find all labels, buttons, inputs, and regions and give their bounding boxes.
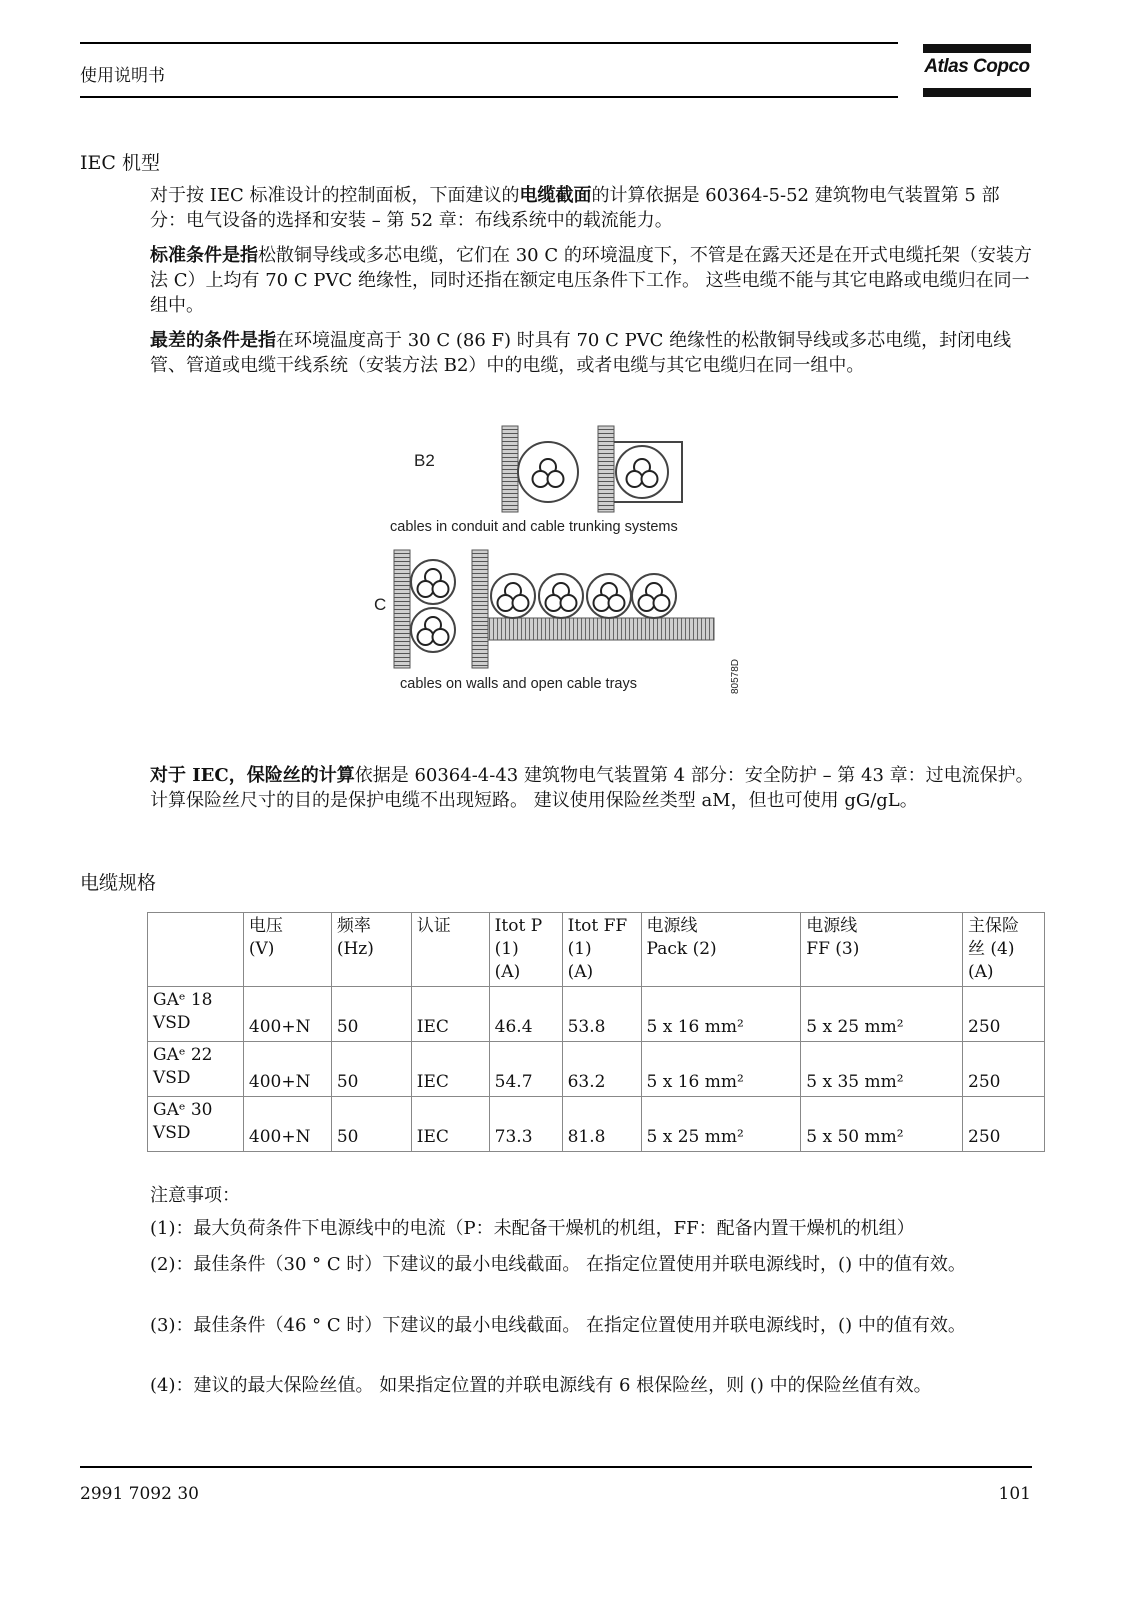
cell-voltage: 400+N xyxy=(243,987,331,1042)
header-rule-bottom xyxy=(80,96,898,98)
p3-bold: 最差的条件是指 xyxy=(150,330,276,351)
note-1: (1)：最大负荷条件下电源线中的电流（P：未配备干燥机的机组，FF：配备内置干燥机的机组） xyxy=(150,1218,915,1239)
notes-title: 注意事项： xyxy=(150,1185,240,1206)
cell-certification: IEC xyxy=(411,1042,489,1097)
header-itotp-l2: (1) xyxy=(494,939,519,959)
header-itotp-l1: Itot P xyxy=(494,916,543,936)
figure-caption-b2: cables in conduit and cable trunking systems xyxy=(390,519,678,535)
header-cell-itot-p xyxy=(489,913,562,987)
footer-page-number: 101 xyxy=(998,1484,1031,1504)
logo-bar-top xyxy=(923,44,1031,53)
header-cell-voltage xyxy=(243,913,331,987)
paragraph-cable-section xyxy=(150,183,1035,233)
p4-text: 依据是 60364-4-43 建筑物电气装置第 4 部分：安全防护 – 第 43 章：过电流保护。 计算保险丝尺寸的目的是保护电缆不出现短路。 建议使用保险丝类型 aM，但也可使用 gG/gL。 xyxy=(150,765,1034,811)
cell-voltage: 400+N xyxy=(243,1042,331,1097)
figure-caption-c: cables on walls and open cable trays xyxy=(400,676,637,692)
footer-rule xyxy=(80,1466,1032,1468)
cell-cable-ff: 5 x 50 mm² xyxy=(801,1097,963,1152)
cell-itot-ff: 81.8 xyxy=(562,1097,641,1152)
cell-itot-p: 73.3 xyxy=(489,1097,562,1152)
cable-installation-figure xyxy=(374,422,748,698)
header-voltage-l2: (V) xyxy=(248,939,275,959)
cell-certification: IEC xyxy=(411,1097,489,1152)
note-2: (2)：最佳条件（30 ° C 时）下建议的最小电线截面。 在指定位置使用并联电源线时，() 中的值有效。 xyxy=(150,1254,966,1275)
header-ff-l1: 电源线 xyxy=(806,916,858,936)
header-itotp-l3: (A) xyxy=(494,962,521,982)
note-4: (4)：建议的最大保险丝值。 如果指定位置的并联电源线有 6 根保险丝，则 () 中的保险丝值有效。 xyxy=(150,1375,932,1396)
cell-cable-pack: 5 x 16 mm² xyxy=(641,1042,801,1097)
model-line: GAᵉ 30 xyxy=(153,1100,213,1120)
header-fuse-l1: 主保险 xyxy=(968,916,1020,936)
paragraph-fuse-calculation xyxy=(150,763,1035,813)
cell-cable-ff: 5 x 35 mm² xyxy=(801,1042,963,1097)
cell-cable-ff: 5 x 25 mm² xyxy=(801,987,963,1042)
cell-certification: IEC xyxy=(411,987,489,1042)
header-itotff-l1: Itot FF xyxy=(567,916,628,936)
header-ff-l2: FF (3) xyxy=(806,939,860,959)
p4-bold: 对于 IEC，保险丝的计算 xyxy=(150,765,355,786)
model-line: GAᵉ 22 xyxy=(153,1045,213,1065)
cell-model xyxy=(148,1042,244,1097)
atlas-copco-logo xyxy=(923,44,1031,100)
footer-doc-number: 2991 7092 30 xyxy=(80,1484,199,1504)
header-itotff-l2: (1) xyxy=(567,939,592,959)
cable-spec-table xyxy=(147,912,1045,1152)
logo-text: Atlas Copco xyxy=(924,56,1030,77)
cell-frequency: 50 xyxy=(331,987,411,1042)
header-cell-cable-pack xyxy=(641,913,801,987)
model-line: GAᵉ 18 xyxy=(153,990,213,1010)
header-cell-certification xyxy=(411,913,489,987)
cell-model xyxy=(148,1097,244,1152)
note-3: (3)：最佳条件（46 ° C 时）下建议的最小电线截面。 在指定位置使用并联电源线时，() 中的值有效。 xyxy=(150,1315,966,1336)
cell-main-fuse: 250 xyxy=(963,1097,1045,1152)
header-itotff-l3: (A) xyxy=(567,962,594,982)
cell-frequency: 50 xyxy=(331,1042,411,1097)
cell-main-fuse: 250 xyxy=(963,987,1045,1042)
table-row xyxy=(148,1097,1045,1152)
header-cell-frequency xyxy=(331,913,411,987)
cell-frequency: 50 xyxy=(331,1097,411,1152)
header-cert: 认证 xyxy=(416,916,451,936)
header-pack-l1: 电源线 xyxy=(646,916,698,936)
header-freq-l1: 频率 xyxy=(336,916,371,936)
logo-bar-bottom xyxy=(923,88,1031,97)
header-pack-l2: Pack (2) xyxy=(646,939,717,959)
p1-text-a: 对于按 IEC 标准设计的控制面板，下面建议的 xyxy=(150,185,520,206)
cell-itot-p: 46.4 xyxy=(489,987,562,1042)
figure-code: 80578D xyxy=(730,658,741,694)
paragraph-standard-conditions xyxy=(150,243,1035,318)
p2-bold: 标准条件是指 xyxy=(150,245,258,266)
p2-text: 松散铜导线或多芯电缆，它们在 30 C 的环境温度下，不管是在露天还是在开式电缆托架（安装方法 C）上均有 70 C PVC 绝缘性，同时还指在额定电压条件下工作。 这些电缆不能与其它电路或电缆归在同一组中。 xyxy=(150,245,1032,316)
section-heading-iec: IEC 机型 xyxy=(80,152,160,174)
header-rule-top xyxy=(80,42,898,44)
header-cell-main-fuse xyxy=(963,913,1045,987)
cell-model xyxy=(148,987,244,1042)
p3-text: 在环境温度高于 30 C (86 F) 时具有 70 C PVC 绝缘性的松散铜导线或多芯电缆，封闭电线管、管道或电缆干线系统（安装方法 B2）中的电缆，或者电缆与其它电缆归在同一组中。 xyxy=(150,330,1012,376)
model-line: VSD xyxy=(153,1068,191,1088)
cell-itot-ff: 63.2 xyxy=(562,1042,641,1097)
p1-bold: 电缆截面 xyxy=(519,185,592,206)
cell-voltage: 400+N xyxy=(243,1097,331,1152)
table-row xyxy=(148,1042,1045,1097)
cell-main-fuse: 250 xyxy=(963,1042,1045,1097)
header-title: 使用说明书 xyxy=(80,66,165,86)
header-fuse-l3: (A) xyxy=(968,962,994,982)
header-freq-l2: (Hz) xyxy=(336,939,374,959)
cell-cable-pack: 5 x 16 mm² xyxy=(641,987,801,1042)
header-voltage-l1: 电压 xyxy=(248,916,283,936)
p1-text-c: 的计算依据是 60364-5-52 建筑物电气装置第 5 部分：电气设备的选择和安装 – 第 52 章：布线系统中的载流能力。 xyxy=(150,185,1000,231)
table-row xyxy=(148,987,1045,1042)
cell-itot-ff: 53.8 xyxy=(562,987,641,1042)
section-heading-cable-spec: 电缆规格 xyxy=(80,872,157,894)
header-cell-cable-ff xyxy=(801,913,963,987)
figure-label-c: C xyxy=(374,595,387,614)
header-fuse-l2: 丝 (4) xyxy=(968,939,1015,959)
model-line: VSD xyxy=(153,1123,191,1143)
header-cell-itot-ff xyxy=(562,913,641,987)
paragraph-worst-conditions xyxy=(150,328,1035,378)
model-line: VSD xyxy=(153,1013,191,1033)
table-body xyxy=(148,987,1045,1152)
table-header-row xyxy=(148,913,1045,987)
cell-cable-pack: 5 x 25 mm² xyxy=(641,1097,801,1152)
header-cell xyxy=(148,913,244,987)
figure-label-b2: B2 xyxy=(414,451,435,470)
cell-itot-p: 54.7 xyxy=(489,1042,562,1097)
